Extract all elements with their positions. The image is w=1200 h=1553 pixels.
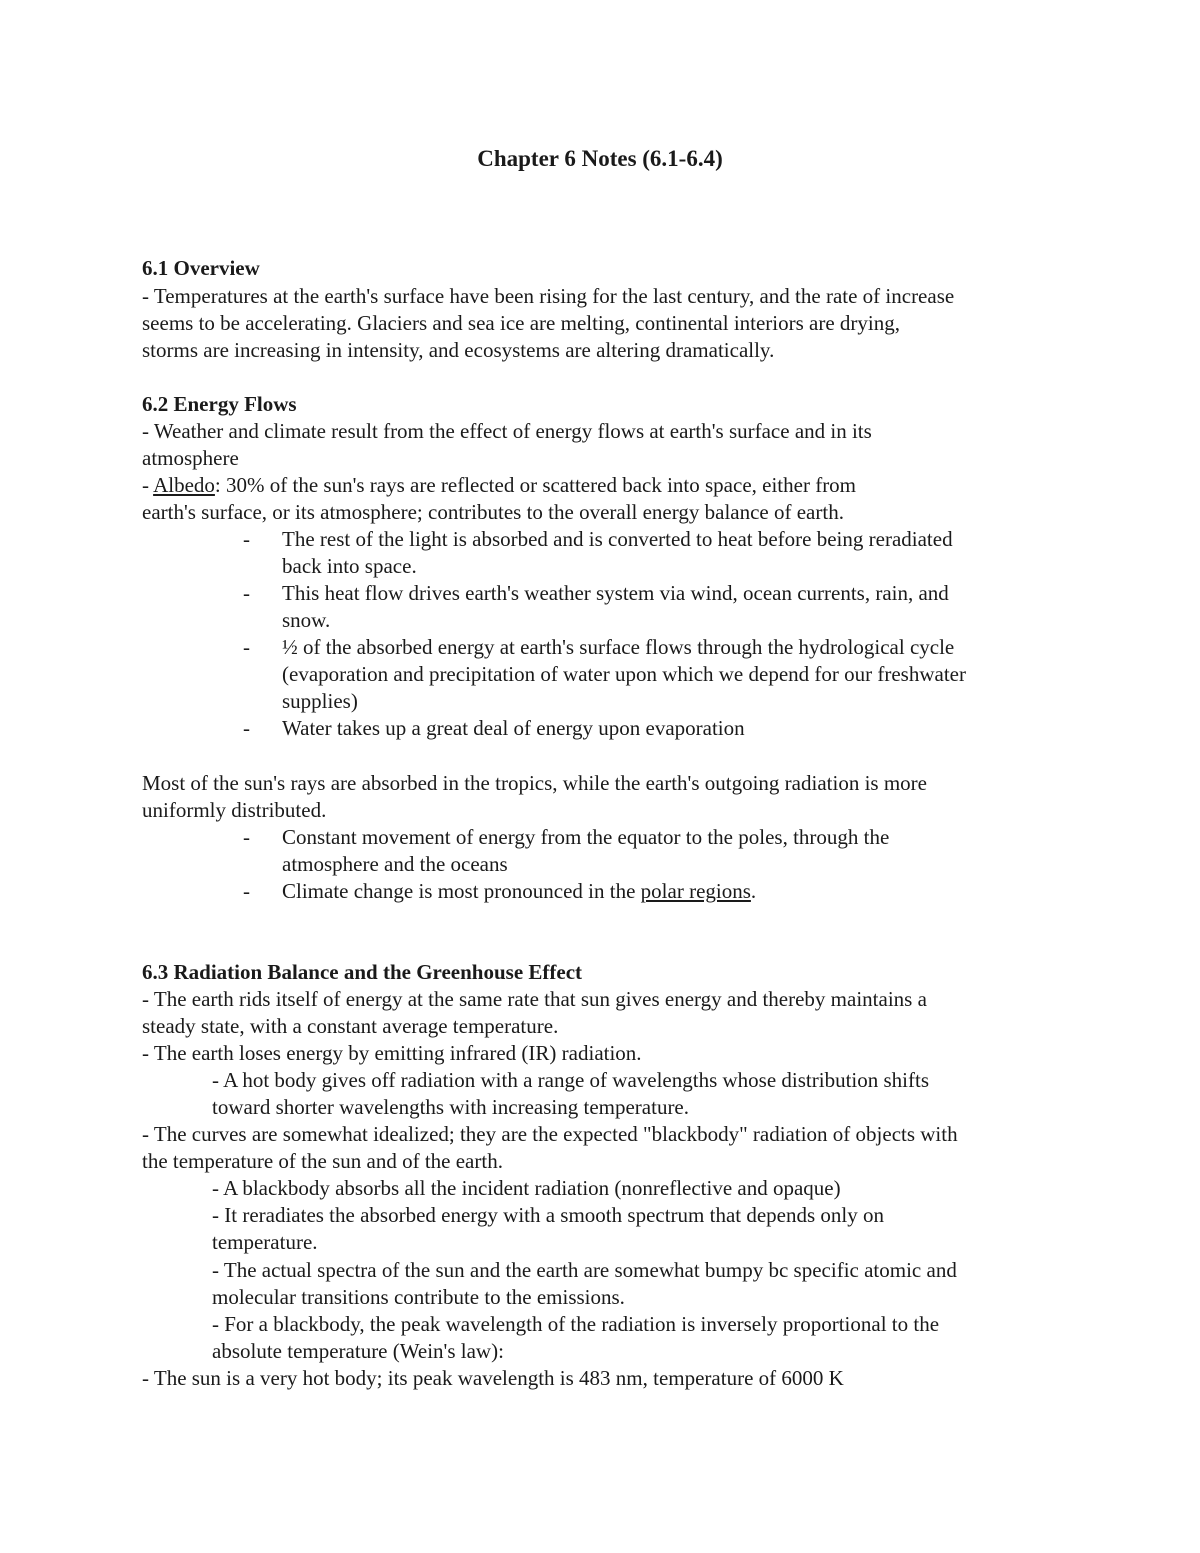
paragraph-line: - The curves are somewhat idealized; they are the expected "blackbody" radiation of objects with <box>142 1122 958 1146</box>
bullet-line: supplies) <box>282 689 358 713</box>
paragraph-line: - The earth rids itself of energy at the same rate that sun gives energy and thereby maintains a <box>142 987 927 1011</box>
paragraph-line: uniformly distributed. <box>142 798 327 822</box>
paragraph-line: Most of the sun's rays are absorbed in the tropics, while the earth's outgoing radiation is more <box>142 771 927 795</box>
indented-line: - A blackbody absorbs all the incident radiation (nonreflective and opaque) <box>212 1176 841 1200</box>
bullet-line: Water takes up a great deal of energy upon evaporation <box>282 716 745 740</box>
bullet-line: (evaporation and precipitation of water upon which we depend for our freshwater <box>282 662 966 686</box>
albedo-term: Albedo <box>153 473 215 497</box>
bullet-dash: - <box>243 527 250 551</box>
polar-regions-term: polar regions <box>640 879 751 903</box>
section-heading-energy-flows: 6.2 Energy Flows <box>142 392 297 416</box>
bullet-line: snow. <box>282 608 331 632</box>
bullet-line: ½ of the absorbed energy at earth's surface flows through the hydrological cycle <box>282 635 955 659</box>
indented-line: absolute temperature (Wein's law): <box>212 1339 504 1363</box>
albedo-rest: : 30% of the sun's rays are reflected or scattered back into space, either from <box>214 473 857 497</box>
indented-line: molecular transitions contribute to the emissions. <box>212 1285 625 1309</box>
page-title: Chapter 6 Notes (6.1-6.4) <box>477 146 723 171</box>
section-heading-radiation: 6.3 Radiation Balance and the Greenhouse Effect <box>142 960 583 984</box>
indented-line: toward shorter wavelengths with increasing temperature. <box>212 1095 690 1119</box>
bullet-dash: - <box>243 581 250 605</box>
albedo-prefix: - <box>142 473 154 497</box>
paragraph-line: atmosphere <box>142 446 239 470</box>
bullet-line: Constant movement of energy from the equator to the poles, through the <box>282 825 890 849</box>
paragraph-line: - The sun is a very hot body; its peak wavelength is 483 nm, temperature of 6000 K <box>142 1366 844 1390</box>
indented-line: - A hot body gives off radiation with a range of wavelengths whose distribution shifts <box>212 1068 930 1092</box>
bullet-line: back into space. <box>282 554 417 578</box>
paragraph-line: the temperature of the sun and of the earth. <box>142 1149 503 1173</box>
bullet-suffix: . <box>750 879 757 903</box>
bullet-line <box>282 878 756 905</box>
paragraph-line: storms are increasing in intensity, and ecosystems are altering dramatically. <box>142 338 775 362</box>
bullet-dash: - <box>243 825 250 849</box>
bullet-text: Climate change is most pronounced in the <box>282 879 641 903</box>
indented-line: temperature. <box>212 1230 318 1254</box>
indented-line: - It reradiates the absorbed energy with a smooth spectrum that depends only on <box>212 1203 885 1227</box>
bullet-dash: - <box>243 716 250 740</box>
bullet-dash: - <box>243 879 250 903</box>
paragraph-line: steady state, with a constant average temperature. <box>142 1014 559 1038</box>
albedo-line <box>142 472 856 499</box>
indented-line: - For a blackbody, the peak wavelength of the radiation is inversely proportional to the <box>212 1312 940 1336</box>
paragraph-line: - Weather and climate result from the effect of energy flows at earth's surface and in its <box>142 419 872 443</box>
paragraph-line: seems to be accelerating. Glaciers and sea ice are melting, continental interiors are drying, <box>142 311 901 335</box>
bullet-line: atmosphere and the oceans <box>282 852 508 876</box>
paragraph-line: - The earth loses energy by emitting infrared (IR) radiation. <box>142 1041 642 1065</box>
section-heading-overview: 6.1 Overview <box>142 256 260 280</box>
bullet-line: This heat flow drives earth's weather system via wind, ocean currents, rain, and <box>282 581 949 605</box>
paragraph-line: - Temperatures at the earth's surface have been rising for the last century, and the rate of increase <box>142 284 955 308</box>
indented-line: - The actual spectra of the sun and the earth are somewhat bumpy bc specific atomic and <box>212 1258 957 1282</box>
bullet-dash: - <box>243 635 250 659</box>
bullet-line: The rest of the light is absorbed and is converted to heat before being reradiated <box>282 527 953 551</box>
paragraph-line: earth's surface, or its atmosphere; contributes to the overall energy balance of earth. <box>142 500 844 524</box>
